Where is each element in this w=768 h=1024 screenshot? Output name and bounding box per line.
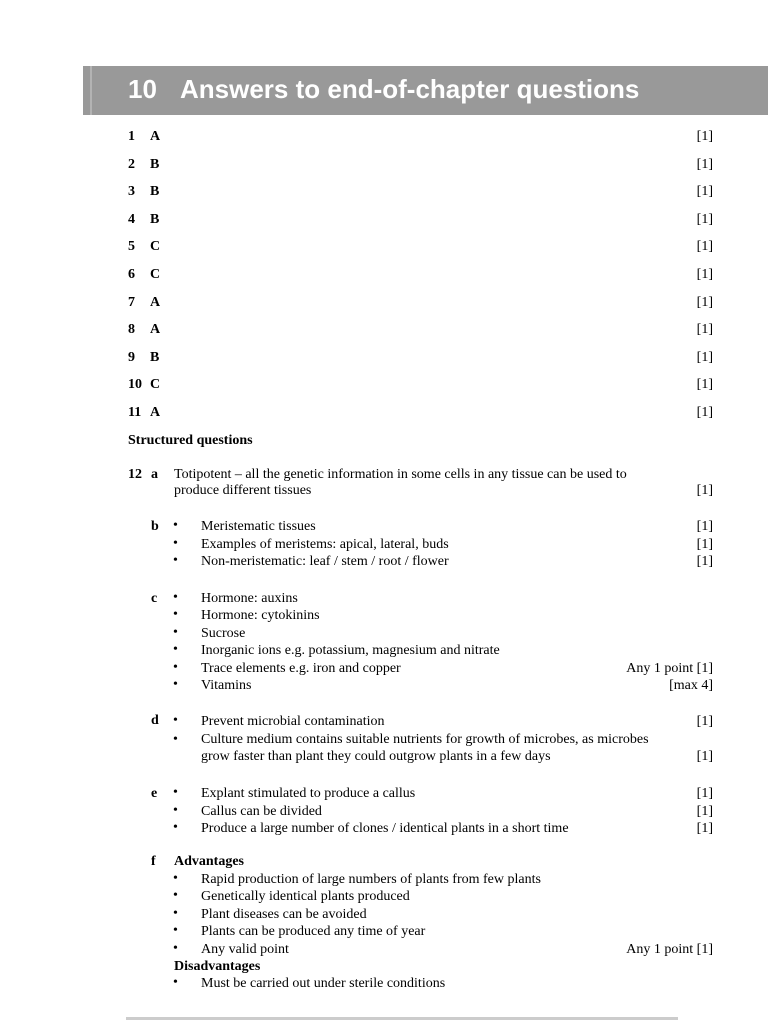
chapter-title: Answers to end-of-chapter questions — [180, 74, 640, 104]
question-number: 9 — [128, 349, 135, 365]
part-label: b — [151, 519, 159, 534]
answer-letter: A — [150, 405, 161, 420]
mark: [1] — [696, 294, 713, 310]
answer-letter: C — [150, 239, 161, 255]
mark: [1] — [696, 483, 713, 498]
structured-questions-heading: Structured questions — [128, 433, 253, 448]
question-number: 1 — [128, 129, 135, 144]
list-item: Meristematic tissues — [201, 519, 316, 534]
question-number: 6 — [128, 267, 135, 282]
list-item: Callus can be divided — [201, 803, 322, 819]
mark: Any 1 point [1] — [626, 660, 713, 676]
part-label: a — [151, 467, 158, 482]
mark: Any 1 point [1] — [626, 941, 713, 957]
mark: [1] — [696, 714, 713, 729]
answer-letter: A — [150, 322, 161, 338]
answer-letter: C — [150, 377, 161, 393]
header-accent-stripe — [90, 66, 92, 115]
mark: [1] — [696, 786, 713, 801]
mark: [1] — [696, 349, 713, 365]
part-label: e — [151, 786, 158, 801]
list-item: Trace elements e.g. iron and copper — [201, 660, 401, 676]
footer-rule — [126, 1017, 678, 1020]
mark: [1] — [696, 239, 713, 255]
mark: [1] — [696, 377, 713, 393]
list-item: Prevent microbial contamination — [201, 714, 385, 729]
list-item: Rapid production of large numbers of plants from few plants — [201, 872, 541, 887]
list-item: grow faster than plant they could outgrow plants in a few days — [201, 749, 551, 764]
bullet-icon: • — [173, 659, 178, 675]
question-number: 2 — [128, 156, 135, 172]
mark: [1] — [696, 519, 713, 534]
mark: [1] — [696, 129, 713, 144]
answer-letter: B — [150, 211, 160, 227]
answer-letter: C — [150, 267, 161, 282]
answer-letter: A — [150, 129, 161, 144]
list-item: Inorganic ions e.g. potassium, magnesium and nitrate — [201, 643, 500, 659]
mark: [1] — [696, 184, 713, 200]
bullet-icon: • — [173, 785, 178, 800]
question-number: 4 — [128, 211, 135, 227]
mark: [1] — [696, 267, 713, 282]
answer-text: Totipotent – all the genetic information in some cells in any tissue can be used to — [174, 467, 627, 482]
list-item: Culture medium contains suitable nutrients for growth of microbes, as microbes — [201, 732, 649, 747]
question-number: 5 — [128, 239, 135, 255]
bullet-icon: • — [173, 975, 178, 990]
bullet-icon: • — [173, 732, 178, 747]
question-number: 10 — [128, 377, 142, 393]
answer-text: produce different tissues — [174, 483, 312, 498]
mark: [1] — [696, 211, 713, 227]
bullet-icon: • — [173, 713, 178, 728]
answer-letter: B — [150, 349, 160, 365]
mark: [1] — [696, 749, 713, 764]
list-item: Genetically identical plants produced — [201, 889, 410, 905]
bullet-icon: • — [173, 940, 178, 956]
mark: [1] — [696, 821, 713, 836]
list-item: Plant diseases can be avoided — [201, 906, 367, 922]
part-label: c — [151, 591, 158, 606]
mark: [max 4] — [669, 678, 713, 693]
list-item: Vitamins — [201, 678, 252, 693]
mark: [1] — [696, 536, 713, 552]
page-title — [128, 74, 639, 105]
list-item: Explant stimulated to produce a callus — [201, 786, 416, 801]
bullet-icon: • — [173, 607, 178, 623]
question-number: 7 — [128, 294, 135, 310]
mark: [1] — [696, 405, 713, 420]
bullet-icon: • — [173, 642, 178, 658]
disadvantages-heading: Disadvantages — [174, 959, 261, 974]
answer-letter: A — [150, 294, 161, 310]
question-number: 12 — [128, 467, 142, 482]
bullet-icon: • — [173, 820, 178, 835]
list-item: Any valid point — [201, 941, 289, 957]
list-item: Sucrose — [201, 625, 246, 641]
bullet-icon: • — [173, 518, 178, 533]
list-item: Non-meristematic: leaf / stem / root / flower — [201, 554, 449, 569]
list-item: Examples of meristems: apical, lateral, buds — [201, 536, 449, 552]
answer-letter: B — [150, 156, 160, 172]
mark: [1] — [696, 803, 713, 819]
chapter-number: 10 — [128, 74, 157, 104]
bullet-icon: • — [173, 590, 178, 605]
mark: [1] — [696, 322, 713, 338]
list-item: Hormone: cytokinins — [201, 608, 320, 624]
question-number: 11 — [128, 405, 142, 420]
question-number: 8 — [128, 322, 135, 338]
list-item: Must be carried out under sterile conditions — [201, 976, 446, 991]
bullet-icon: • — [173, 535, 178, 551]
question-number: 3 — [128, 184, 135, 200]
bullet-icon: • — [173, 553, 178, 568]
bullet-icon: • — [173, 871, 178, 886]
bullet-icon: • — [173, 888, 178, 904]
part-label: d — [151, 713, 159, 728]
list-item: Produce a large number of clones / identical plants in a short time — [201, 821, 569, 836]
answer-letter: B — [150, 184, 160, 200]
bullet-icon: • — [173, 905, 178, 921]
bullet-icon: • — [173, 802, 178, 818]
part-label: f — [151, 854, 156, 869]
bullet-icon: • — [173, 677, 178, 692]
mark: [1] — [696, 156, 713, 172]
bullet-icon: • — [173, 923, 178, 939]
mark: [1] — [696, 554, 713, 569]
list-item: Plants can be produced any time of year — [201, 924, 426, 940]
advantages-heading: Advantages — [174, 854, 245, 869]
bullet-icon: • — [173, 624, 178, 640]
list-item: Hormone: auxins — [201, 591, 298, 606]
